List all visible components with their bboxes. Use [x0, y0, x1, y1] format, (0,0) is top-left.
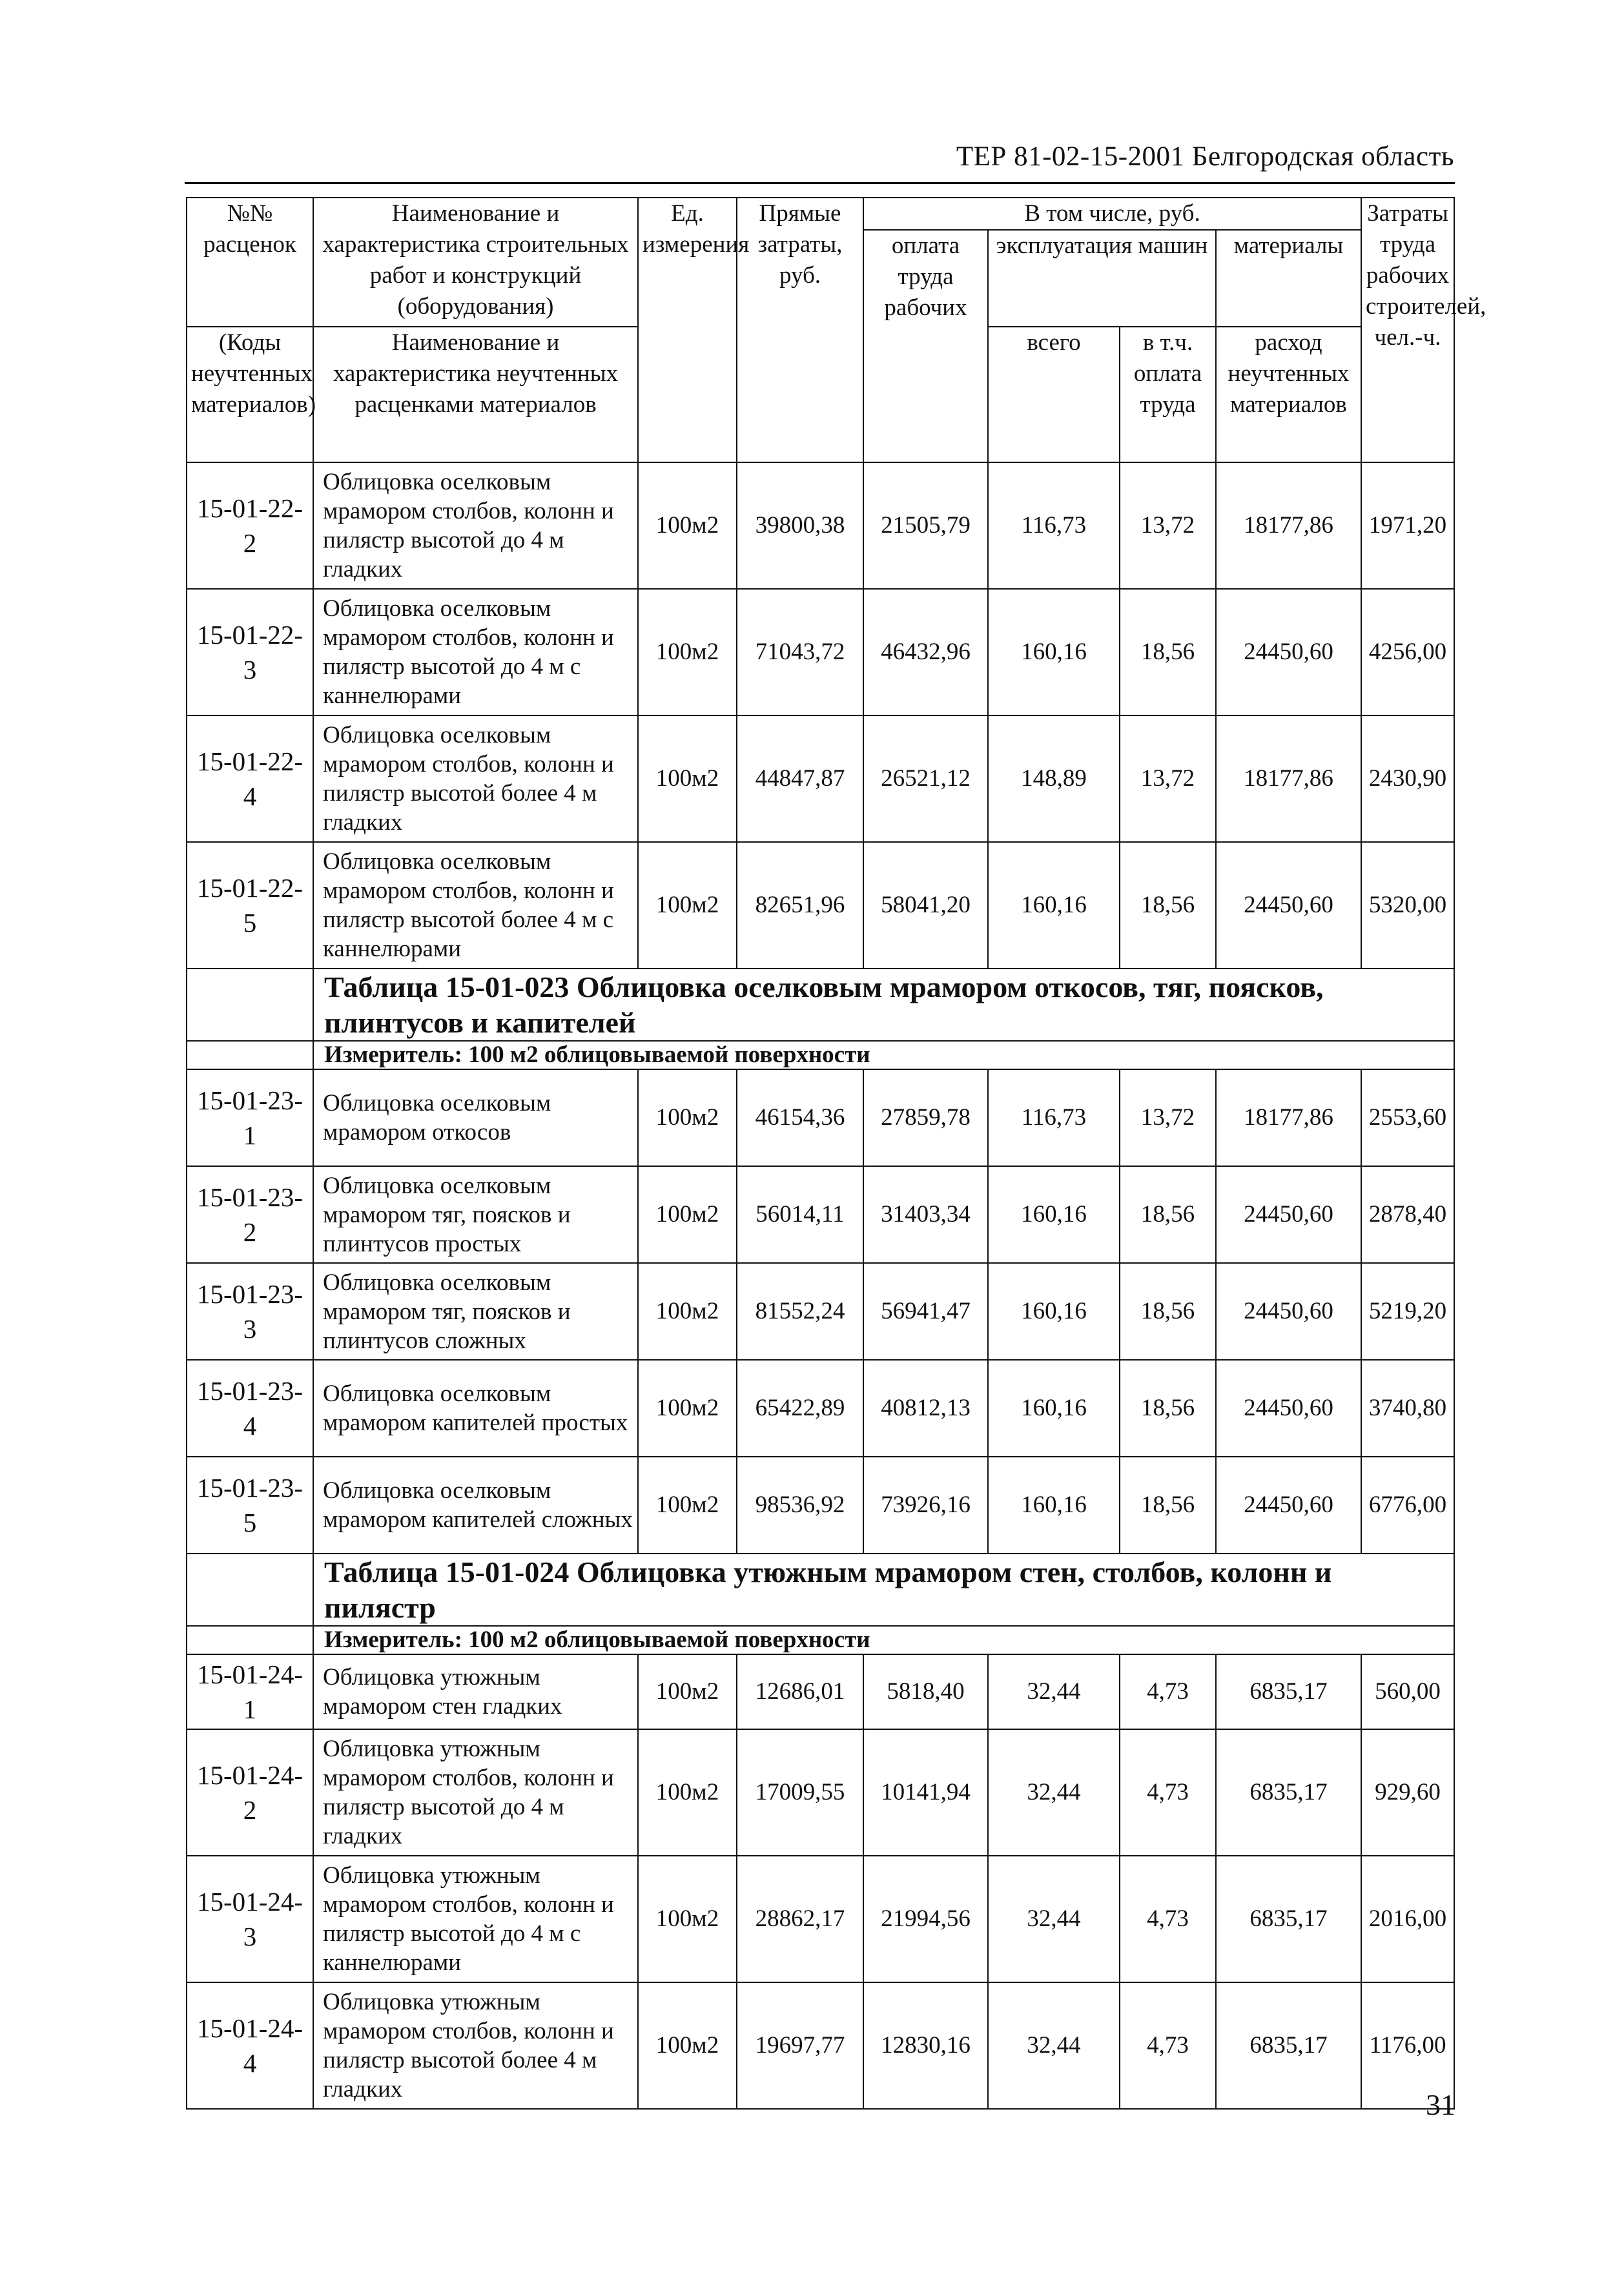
materials-cost: 24450,60 — [1216, 842, 1361, 969]
machines-wages: 18,56 — [1120, 1360, 1216, 1457]
rate-code: 15-01-24-4 — [187, 1982, 313, 2109]
col-header-name: Наименование и характеристика строительных работ и конструкций (оборудования) — [313, 198, 638, 327]
materials-cost: 24450,60 — [1216, 1457, 1361, 1554]
rate-code: 15-01-23-1 — [187, 1069, 313, 1166]
wages-cost: 46432,96 — [863, 589, 988, 715]
rate-code: 15-01-23-2 — [187, 1166, 313, 1263]
col-header-materials-alt: расход неучтенных материалов — [1216, 327, 1361, 462]
wages-cost: 40812,13 — [863, 1360, 988, 1457]
direct-cost: 17009,55 — [737, 1729, 863, 1856]
col-header-unit: Ед. измерения — [638, 198, 737, 462]
header-rule — [185, 182, 1455, 184]
table-row — [187, 1729, 1454, 1856]
machines-wages: 4,73 — [1120, 1729, 1216, 1856]
col-header-code: №№ расценок — [187, 198, 313, 327]
machines-wages: 13,72 — [1120, 715, 1216, 842]
materials-cost: 6835,17 — [1216, 1982, 1361, 2109]
machines-wages: 4,73 — [1120, 1856, 1216, 1982]
materials-cost: 6835,17 — [1216, 1654, 1361, 1729]
direct-cost: 46154,36 — [737, 1069, 863, 1166]
rate-code: 15-01-22-5 — [187, 842, 313, 969]
work-name: Облицовка оселковым мрамором тяг, поясков и плинтусов простых — [313, 1166, 638, 1263]
machines-wages: 18,56 — [1120, 842, 1216, 969]
machines-wages: 18,56 — [1120, 1457, 1216, 1554]
col-header-including: В том числе, руб. — [863, 198, 1361, 230]
rate-code: 15-01-23-5 — [187, 1457, 313, 1554]
work-name: Облицовка утюжным мрамором столбов, колонн и пилястр высотой более 4 м гладких — [313, 1982, 638, 2109]
rate-code: 15-01-22-3 — [187, 589, 313, 715]
materials-cost: 6835,17 — [1216, 1729, 1361, 1856]
table-unit: Измеритель: 100 м2 облицовываемой поверхности — [313, 1626, 1454, 1654]
direct-cost: 39800,38 — [737, 462, 863, 589]
machines-total: 160,16 — [988, 1457, 1120, 1554]
materials-cost: 18177,86 — [1216, 1069, 1361, 1166]
wages-cost: 73926,16 — [863, 1457, 988, 1554]
table-row — [187, 1457, 1454, 1554]
table-title: Таблица 15-01-023 Облицовка оселковым мрамором откосов, тяг, поясков, плинтусов и капителей — [313, 969, 1454, 1041]
wages-cost: 56941,47 — [863, 1263, 988, 1360]
unit-value: 100м2 — [638, 462, 737, 589]
direct-cost: 82651,96 — [737, 842, 863, 969]
wages-cost: 58041,20 — [863, 842, 988, 969]
direct-cost: 28862,17 — [737, 1856, 863, 1982]
rate-code: 15-01-24-3 — [187, 1856, 313, 1982]
table-section-23 — [187, 1069, 1454, 1554]
materials-cost: 18177,86 — [1216, 715, 1361, 842]
labor-hours: 6776,00 — [1361, 1457, 1454, 1554]
labor-hours: 3740,80 — [1361, 1360, 1454, 1457]
unit-value: 100м2 — [638, 1654, 737, 1729]
machines-wages: 18,56 — [1120, 1166, 1216, 1263]
machines-wages: 13,72 — [1120, 1069, 1216, 1166]
machines-total: 116,73 — [988, 1069, 1120, 1166]
machines-total: 32,44 — [988, 1856, 1120, 1982]
col-header-wages: оплата труда рабочих — [863, 230, 988, 462]
labor-hours: 5320,00 — [1361, 842, 1454, 969]
wages-cost: 21994,56 — [863, 1856, 988, 1982]
unit-spacer — [187, 1626, 313, 1654]
table-section-24 — [187, 1654, 1454, 2109]
materials-cost: 18177,86 — [1216, 462, 1361, 589]
machines-wages: 18,56 — [1120, 589, 1216, 715]
rate-code: 15-01-24-1 — [187, 1654, 313, 1729]
machines-total: 160,16 — [988, 1166, 1120, 1263]
unit-value: 100м2 — [638, 1069, 737, 1166]
table-row — [187, 1654, 1454, 1729]
unit-value: 100м2 — [638, 715, 737, 842]
unit-value: 100м2 — [638, 842, 737, 969]
machines-total: 32,44 — [988, 1729, 1120, 1856]
work-name: Облицовка оселковым мрамором столбов, колонн и пилястр высотой более 4 м гладких — [313, 715, 638, 842]
machines-total: 160,16 — [988, 842, 1120, 969]
unit-value: 100м2 — [638, 589, 737, 715]
machines-total: 32,44 — [988, 1982, 1120, 2109]
labor-hours: 2016,00 — [1361, 1856, 1454, 1982]
table-row — [187, 1166, 1454, 1263]
direct-cost: 19697,77 — [737, 1982, 863, 2109]
labor-hours: 1971,20 — [1361, 462, 1454, 589]
direct-cost: 56014,11 — [737, 1166, 863, 1263]
work-name: Облицовка утюжным мрамором столбов, колонн и пилястр высотой до 4 м гладких — [313, 1729, 638, 1856]
col-header-machines-total: всего — [988, 327, 1120, 462]
table-row — [187, 462, 1454, 589]
work-name: Облицовка утюжным мрамором стен гладких — [313, 1654, 638, 1729]
direct-cost: 12686,01 — [737, 1654, 863, 1729]
rate-code: 15-01-23-3 — [187, 1263, 313, 1360]
unit-value: 100м2 — [638, 1982, 737, 2109]
table-row — [187, 1856, 1454, 1982]
labor-hours: 2553,60 — [1361, 1069, 1454, 1166]
labor-hours: 1176,00 — [1361, 1982, 1454, 2109]
rate-code: 15-01-23-4 — [187, 1360, 313, 1457]
machines-total: 160,16 — [988, 1360, 1120, 1457]
work-name: Облицовка оселковым мрамором столбов, колонн и пилястр высотой до 4 м с каннелюрами — [313, 589, 638, 715]
materials-cost: 24450,60 — [1216, 589, 1361, 715]
col-header-code-alt: (Коды неучтенных материалов) — [187, 327, 313, 462]
materials-cost: 24450,60 — [1216, 1166, 1361, 1263]
table-row — [187, 1982, 1454, 2109]
materials-cost: 24450,60 — [1216, 1360, 1361, 1457]
wages-cost: 10141,94 — [863, 1729, 988, 1856]
work-name: Облицовка оселковым мрамором тяг, поясков и плинтусов сложных — [313, 1263, 638, 1360]
col-header-machines-wages: в т.ч. оплата труда — [1120, 327, 1216, 462]
labor-hours: 929,60 — [1361, 1729, 1454, 1856]
wages-cost: 12830,16 — [863, 1982, 988, 2109]
unit-value: 100м2 — [638, 1856, 737, 1982]
direct-cost: 44847,87 — [737, 715, 863, 842]
table-header — [187, 198, 1486, 462]
table-row — [187, 589, 1454, 715]
machines-wages: 18,56 — [1120, 1263, 1216, 1360]
table-row — [187, 1263, 1454, 1360]
rate-code: 15-01-22-4 — [187, 715, 313, 842]
work-name: Облицовка оселковым мрамором капителей простых — [313, 1360, 638, 1457]
labor-hours: 560,00 — [1361, 1654, 1454, 1729]
unit-value: 100м2 — [638, 1263, 737, 1360]
unit-value: 100м2 — [638, 1457, 737, 1554]
table-row — [187, 1069, 1454, 1166]
machines-wages: 4,73 — [1120, 1654, 1216, 1729]
labor-hours: 2430,90 — [1361, 715, 1454, 842]
wages-cost: 27859,78 — [863, 1069, 988, 1166]
machines-total: 32,44 — [988, 1654, 1120, 1729]
work-name: Облицовка оселковым мрамором откосов — [313, 1069, 638, 1166]
direct-cost: 98536,92 — [737, 1457, 863, 1554]
col-header-labor: Затраты труда рабочих строителей, чел.-ч. — [1361, 198, 1454, 462]
wages-cost: 21505,79 — [863, 462, 988, 589]
table-section-22 — [187, 462, 1454, 969]
materials-cost: 6835,17 — [1216, 1856, 1361, 1982]
machines-wages: 4,73 — [1120, 1982, 1216, 2109]
col-header-materials: материалы — [1216, 230, 1361, 327]
unit-value: 100м2 — [638, 1166, 737, 1263]
direct-cost: 65422,89 — [737, 1360, 863, 1457]
table-row — [187, 715, 1454, 842]
work-name: Облицовка оселковым мрамором столбов, колонн и пилястр высотой более 4 м с каннелюрами — [313, 842, 638, 969]
wages-cost: 31403,34 — [863, 1166, 988, 1263]
unit-value: 100м2 — [638, 1360, 737, 1457]
rate-code: 15-01-22-2 — [187, 462, 313, 589]
work-name: Облицовка оселковым мрамором капителей сложных — [313, 1457, 638, 1554]
unit-value: 100м2 — [638, 1729, 737, 1856]
table-row — [187, 1360, 1454, 1457]
materials-cost: 24450,60 — [1216, 1263, 1361, 1360]
machines-total: 148,89 — [988, 715, 1120, 842]
labor-hours: 4256,00 — [1361, 589, 1454, 715]
wages-cost: 26521,12 — [863, 715, 988, 842]
title-spacer — [187, 969, 313, 1041]
work-name: Облицовка оселковым мрамором столбов, колонн и пилястр высотой до 4 м гладких — [313, 462, 638, 589]
col-header-machines: эксплуатация машин — [988, 230, 1216, 327]
direct-cost: 81552,24 — [737, 1263, 863, 1360]
machines-total: 116,73 — [988, 462, 1120, 589]
unit-spacer — [187, 1041, 313, 1069]
table-section-24-header — [187, 1554, 1454, 1654]
table-section-23-header — [187, 969, 1454, 1069]
machines-total: 160,16 — [988, 589, 1120, 715]
document-header: ТЕР 81-02-15-2001 Белгородская область — [956, 141, 1454, 172]
machines-wages: 13,72 — [1120, 462, 1216, 589]
direct-cost: 71043,72 — [737, 589, 863, 715]
col-header-name-alt: Наименование и характеристика неучтенных расценками материалов — [313, 327, 638, 462]
wages-cost: 5818,40 — [863, 1654, 988, 1729]
labor-hours: 5219,20 — [1361, 1263, 1454, 1360]
table-title: Таблица 15-01-024 Облицовка утюжным мрамором стен, столбов, колонн и пилястр — [313, 1554, 1454, 1626]
labor-hours: 2878,40 — [1361, 1166, 1454, 1263]
work-name: Облицовка утюжным мрамором столбов, колонн и пилястр высотой до 4 м с каннелюрами — [313, 1856, 638, 1982]
title-spacer — [187, 1554, 313, 1626]
page-number: 31 — [1426, 2088, 1455, 2121]
table-row — [187, 842, 1454, 969]
price-table — [186, 197, 1486, 2110]
table-unit: Измеритель: 100 м2 облицовываемой поверхности — [313, 1041, 1454, 1069]
col-header-direct: Прямые затраты, руб. — [737, 198, 863, 462]
machines-total: 160,16 — [988, 1263, 1120, 1360]
rate-code: 15-01-24-2 — [187, 1729, 313, 1856]
